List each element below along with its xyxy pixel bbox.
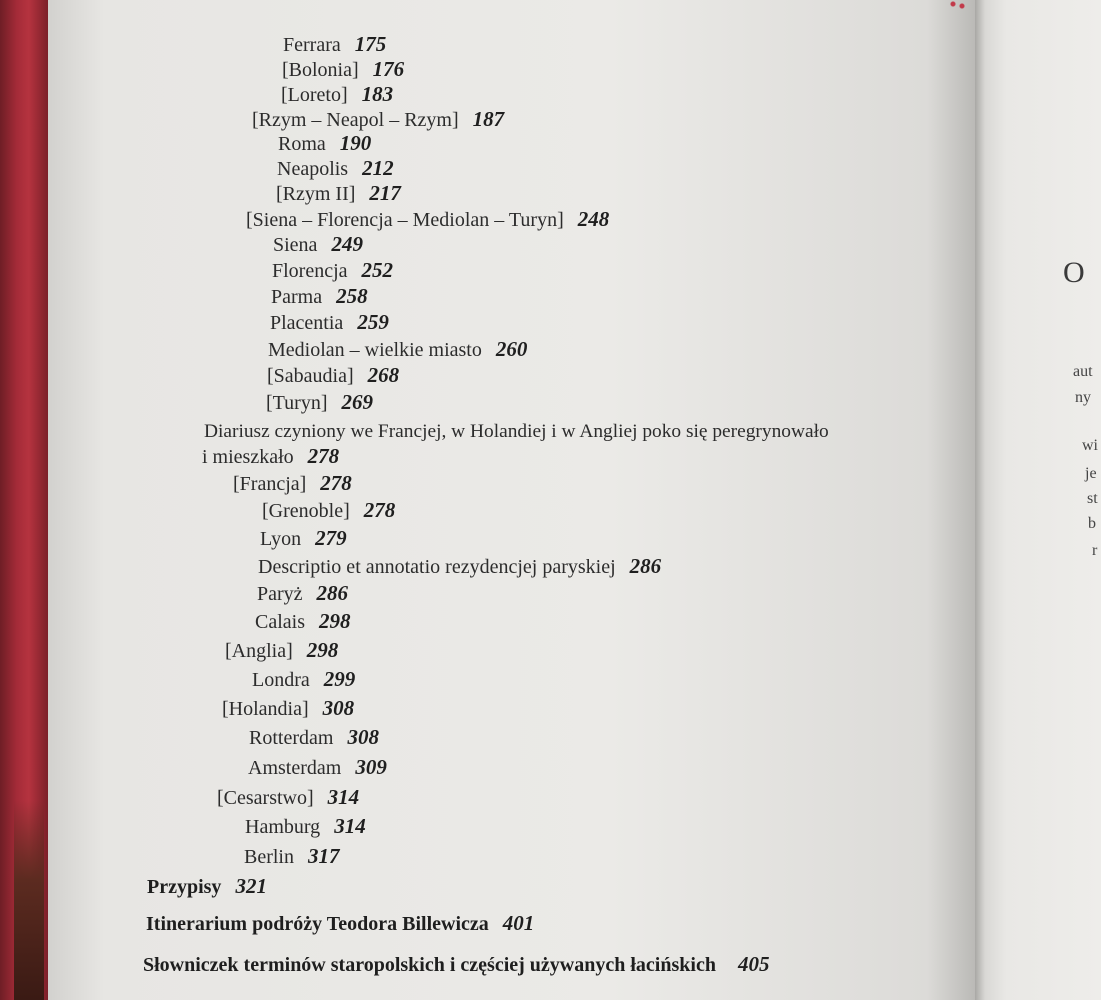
right-page-fragment: b (1088, 515, 1096, 532)
toc-entry: [Holandia] 308 (222, 696, 355, 720)
right-page (975, 0, 1101, 1000)
toc-entry: [Sabaudia] 268 (267, 363, 400, 387)
toc-entry: Descriptio et annotatio rezydencjej paryskiej 286 (258, 554, 662, 578)
toc-entry: [Turyn] 269 (266, 390, 373, 414)
right-page-fragment: st (1087, 490, 1098, 507)
toc-entry: Siena 249 (273, 232, 363, 256)
toc-entry: Neapolis 212 (277, 156, 394, 180)
toc-entry: Lyon 279 (260, 526, 347, 550)
toc-entry: [Loreto] 183 (281, 82, 394, 106)
toc-entry: [Cesarstwo] 314 (217, 785, 360, 809)
toc-entry: Roma 190 (278, 131, 372, 155)
toc-entry: Berlin 317 (244, 844, 340, 868)
toc-entry: [Grenoble] 278 (262, 498, 396, 522)
toc-entry: [Siena – Florencja – Mediolan – Turyn] 248 (246, 207, 610, 231)
toc-entry: [Rzym II] 217 (276, 181, 401, 205)
toc-entry: [Anglia] 298 (225, 638, 339, 662)
toc-entry: Mediolan – wielkie miasto 260 (268, 337, 528, 361)
right-page-fragment: je (1085, 465, 1097, 482)
right-page-fragment: wi (1082, 437, 1098, 454)
toc-entry: Londra 299 (252, 667, 356, 691)
toc-entry: Amsterdam 309 (248, 755, 387, 779)
toc-entry: [Rzym – Neapol – Rzym] 187 (252, 107, 505, 131)
toc-entry: Florencja 252 (272, 258, 394, 282)
toc-entry-main: Słowniczek terminów staropolskich i częściej używanych łacińskich 405 (143, 952, 770, 976)
toc-entry: [Bolonia] 176 (282, 57, 405, 81)
toc-entry-main: Przypisy 321 (147, 874, 267, 898)
toc-entry: Diariusz czyniony we Francjej, w Holandiej i w Angliej poko się peregrynowało (204, 421, 829, 442)
toc-entry: Hamburg 314 (245, 814, 366, 838)
right-page-fragment: ny (1075, 389, 1091, 406)
toc-entry: Ferrara 175 (283, 32, 387, 56)
toc-entry: Placentia 259 (270, 310, 389, 334)
toc-entry: Calais 298 (255, 609, 351, 633)
toc-entry: Rotterdam 308 (249, 725, 379, 749)
toc-entry-main: Itinerarium podróży Teodora Billewicza 401 (146, 911, 535, 935)
toc-entry: i mieszkało 278 (202, 444, 340, 468)
toc-entry: Parma 258 (271, 284, 368, 308)
right-page-fragment: r (1092, 542, 1098, 559)
toc-entry: Paryż 286 (257, 581, 349, 605)
right-page-fragment: aut (1073, 363, 1093, 380)
left-page (48, 0, 983, 1000)
page-corner-decoration (948, 0, 968, 10)
book-spine (0, 0, 48, 1000)
toc-entry: [Francja] 278 (233, 471, 352, 495)
right-page-heading-letter: O (1063, 256, 1085, 289)
